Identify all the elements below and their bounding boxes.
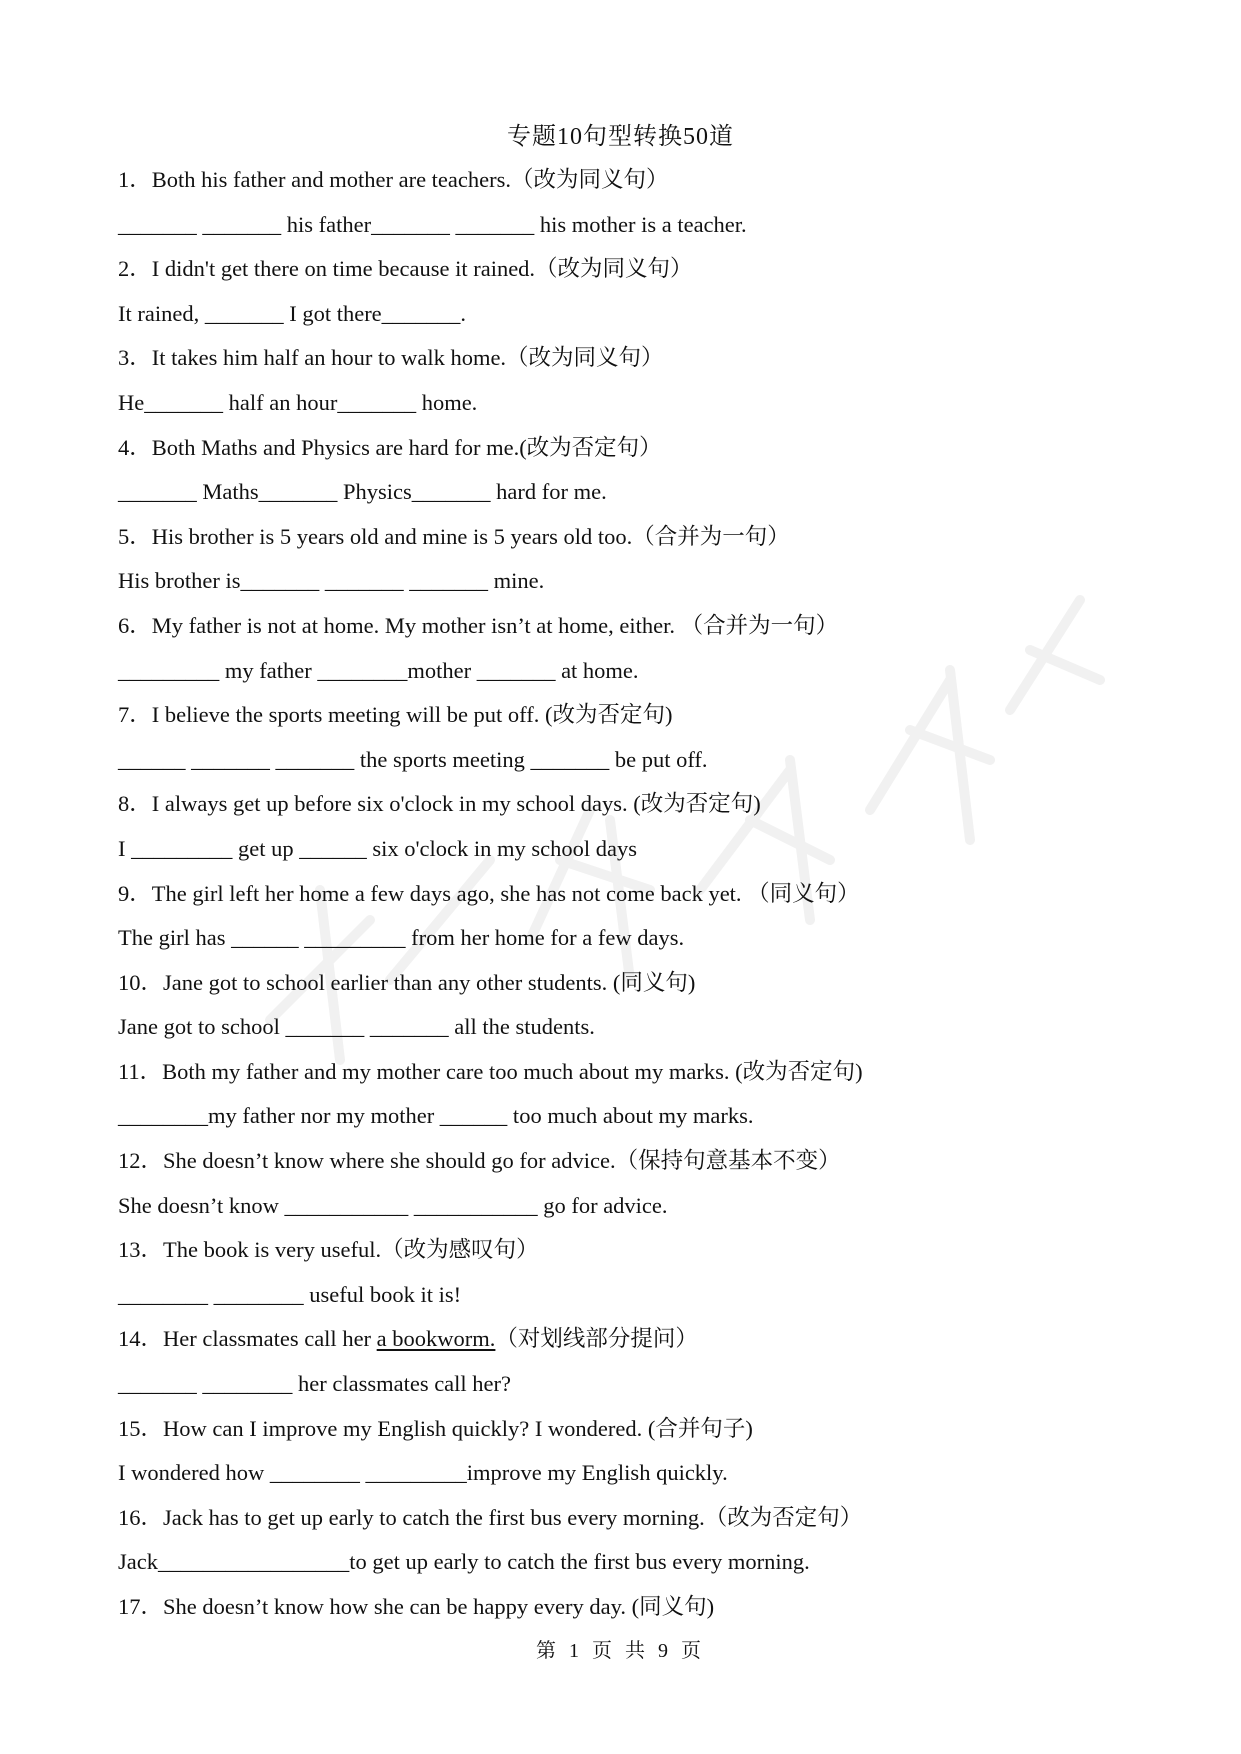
question-number: 2．: [118, 256, 152, 282]
page-title: 专题10句型转换50道: [507, 124, 734, 150]
question-number: 16．: [118, 1504, 164, 1530]
question-9-prompt: [118, 872, 1128, 917]
question-text: My father is not at home. My mother isn’t at home, either. （合并为一句）: [151, 612, 839, 638]
question-instruction: （对划线部分提问）: [495, 1326, 698, 1352]
question-text: Both Maths and Physics are hard for me.(改为否定句）: [151, 434, 662, 460]
question-7-answer: ______ _______ _______ the sports meeting _______ be put off.: [118, 746, 708, 772]
question-text: I always get up before six o'clock in my school days. (改为否定句): [151, 791, 761, 817]
question-15-answer: I wondered how ________ _________improve my English quickly.: [118, 1460, 728, 1486]
question-16-answer: Jack_________________to get up early to catch the first bus every morning.: [118, 1549, 810, 1575]
question-14-answer: _______ ________ her classmates call her?: [118, 1371, 512, 1397]
question-text: I believe the sports meeting will be put off. (改为否定句): [151, 702, 673, 728]
question-15-prompt: [118, 1407, 1128, 1452]
question-4-prompt: [118, 426, 1128, 471]
question-16-prompt: [118, 1496, 1128, 1541]
question-number: 15．: [118, 1415, 164, 1441]
question-number: 11．: [118, 1058, 163, 1084]
question-1-answer: _______ _______ his father_______ _______ his mother is a teacher.: [118, 211, 747, 237]
question-number: 14．: [118, 1326, 164, 1352]
question-text: I didn't get there on time because it rained.（改为同义句）: [151, 256, 693, 282]
question-list: [118, 158, 1128, 1630]
question-5-answer: His brother is_______ _______ _______ mine.: [118, 568, 545, 594]
question-text: Both his father and mother are teachers.（改为同义句）: [151, 167, 669, 192]
question-number: 4．: [118, 434, 152, 460]
question-11-prompt: [118, 1050, 1128, 1095]
question-number: 1．: [118, 167, 152, 192]
question-text: She doesn’t know how she can be happy every day. (同义句): [163, 1594, 715, 1619]
question-number: 17．: [118, 1594, 164, 1619]
question-text: She doesn’t know where she should go for advice.（保持句意基本不变）: [163, 1148, 841, 1174]
question-13-answer: ________ ________ useful book it is!: [118, 1281, 462, 1307]
question-text: His brother is 5 years old and mine is 5 years old too.（合并为一句）: [151, 523, 790, 549]
question-number: 6．: [118, 612, 152, 638]
question-5-prompt: [118, 515, 1128, 560]
question-2-prompt: [118, 247, 1128, 292]
question-number: 10．: [118, 969, 164, 995]
question-text: Both my father and my mother care too much about my marks. (改为否定句): [162, 1058, 863, 1084]
question-text: Her classmates call her: [163, 1326, 377, 1352]
question-9-answer: The girl has ______ _________ from her home for a few days.: [118, 925, 685, 951]
question-text: Jane got to school earlier than any other students. (同义句): [163, 969, 696, 995]
question-number: 9．: [118, 880, 152, 906]
question-number: 5．: [118, 523, 152, 549]
question-text: The girl left her home a few days ago, she has not come back yet. （同义句）: [151, 880, 860, 906]
question-17-prompt: [118, 1585, 1128, 1630]
question-13-prompt: [118, 1228, 1128, 1273]
question-12-answer: She doesn’t know ___________ ___________ go for advice.: [118, 1192, 668, 1218]
question-8-answer: I _________ get up ______ six o'clock in my school days: [118, 835, 638, 861]
question-text: How can I improve my English quickly? I wondered. (合并句子): [163, 1415, 753, 1441]
question-number: 13．: [118, 1237, 164, 1263]
question-6-answer: _________ my father ________mother _______ at home.: [118, 657, 639, 683]
question-number: 12．: [118, 1148, 164, 1174]
question-text: Jack has to get up early to catch the first bus every morning.（改为否定句）: [163, 1504, 863, 1530]
question-text: The book is very useful.（改为感叹句）: [163, 1237, 539, 1263]
question-number: 8．: [118, 791, 152, 817]
question-number: 3．: [118, 345, 152, 371]
question-3-answer: He_______ half an hour_______ home.: [118, 389, 478, 415]
question-number: 7．: [118, 702, 152, 728]
question-2-answer: It rained, _______ I got there_______.: [118, 300, 467, 326]
question-10-answer: Jane got to school _______ _______ all the students.: [118, 1014, 595, 1040]
question-12-prompt: [118, 1139, 1128, 1184]
question-3-prompt: [118, 336, 1128, 381]
question-11-answer: ________my father nor my mother ______ too much about my marks.: [118, 1103, 754, 1129]
underlined-phrase: a bookworm.: [376, 1326, 496, 1352]
question-10-prompt: [118, 961, 1128, 1006]
question-6-prompt: [118, 604, 1128, 649]
question-14-prompt: [118, 1317, 1128, 1362]
question-text: It takes him half an hour to walk home.（改为同义句）: [151, 345, 664, 371]
question-8-prompt: [118, 782, 1128, 827]
question-1-prompt: [118, 158, 1128, 203]
page-footer: 第 1 页 共 9 页: [536, 1640, 705, 1662]
question-7-prompt: [118, 693, 1128, 738]
question-4-answer: _______ Maths_______ Physics_______ hard for me.: [118, 479, 607, 505]
